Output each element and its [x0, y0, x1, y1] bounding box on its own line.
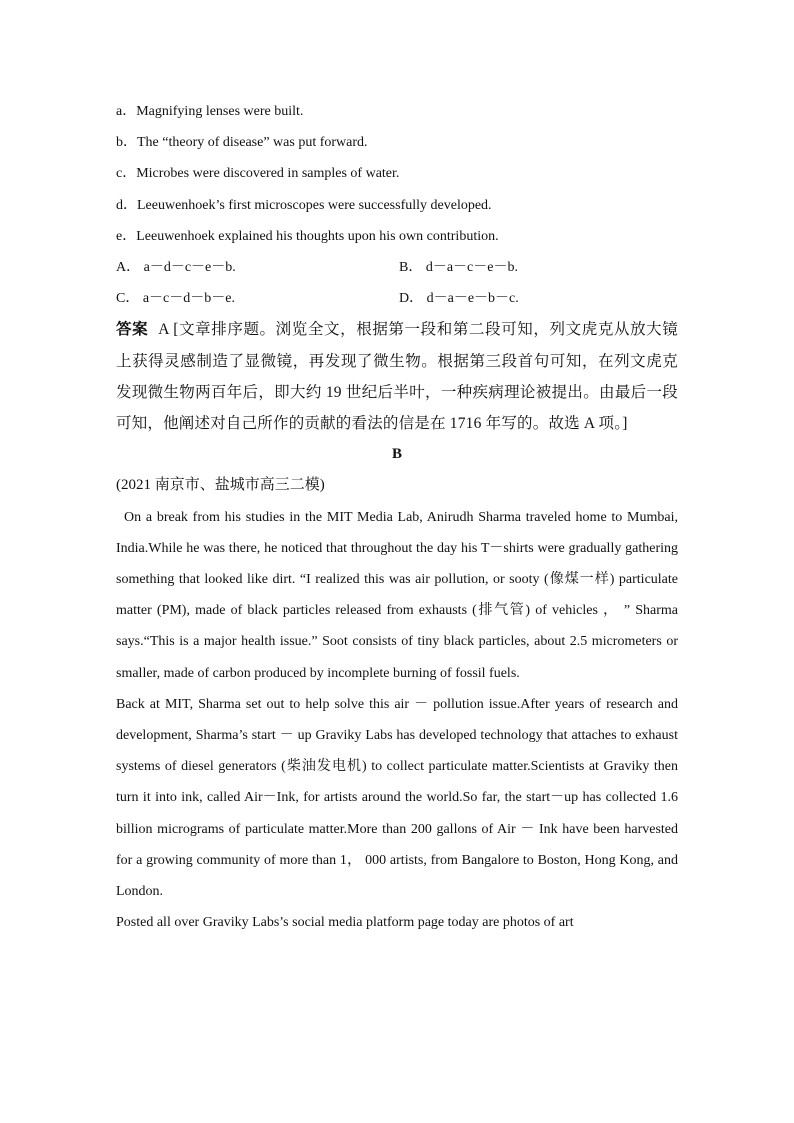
options-row-1 [116, 252, 678, 283]
option-c: C． a－c－d－b－e. [116, 291, 235, 307]
option-a: A． a－d－c－e－b. [116, 260, 236, 276]
ordering-item-b: b．The “theory of disease” was put forward. [116, 135, 368, 151]
document-page [116, 96, 678, 938]
ordering-item-d: d．Leeuwenhoek’s first microscopes were successfully developed. [116, 197, 492, 213]
option-d: D． d－a－e－b－c. [399, 291, 519, 307]
answer-explanation [116, 314, 678, 439]
ordering-item-a: a．Magnifying lenses were built. [116, 104, 304, 119]
answer-label: 答案 [116, 321, 149, 339]
ordering-item-c: c．Microbes were discovered in samples of water. [116, 166, 400, 182]
ordering-item-e: e．Leeuwenhoek explained his thoughts upon his own contribution. [116, 228, 499, 244]
answer-text: A [文章排序题。浏览全文，根据第一段和第二段可知，列文虎克从放大镜上获得灵感制造了显微镜，再发现了微生物。根据第三段首句可知，在列文虎克发现微生物两百年后，即大约 19 世纪后半叶，一种疾病理论被提出。由最后一段可知，他阐述对自己所作的贡献的看法的信是在 1716 年写的。故选 A 项。] [116, 321, 678, 432]
option-b: B． d－a－c－e－b. [399, 260, 518, 276]
section-source: (2021 南京市、盐城市高三二模) [116, 477, 325, 494]
passage-paragraph-3: Posted all over Graviky Labs’s social media platform page today are photos of art [116, 915, 574, 931]
passage-paragraph-1: On a break from his studies in the MIT Media Lab, Anirudh Sharma traveled home to Mumbai, India.While he was there, he noticed that throughout the day his T－shirts were gradually gathering something that looked like dirt. “I realized this was air pollution, or sooty (像煤一样) particulate matter (PM), made of black particles released from exhausts (排气管) of vehicles ， ” Sharma says.“This is a major health issue.” Soot consists of tiny black particles, about 2.5 micrometers or smaller, made of carbon produced by incomplete burning of fossil fuels. [116, 509, 678, 681]
section-heading: B [391, 446, 402, 463]
options-row-2 [116, 283, 678, 314]
passage-paragraph-2: Back at MIT, Sharma set out to help solve this air － pollution issue.After years of research and development, Sharma’s start － up Graviky Labs has developed technology that attaches to exhaust systems of diesel generators (柴油发电机) to collect particulate matter.Scientists at Graviky then turn it into ink, called Air－Ink, for artists around the world.So far, the start－up has collected 1.6 billion micrograms of particulate matter.More than 200 gallons of Air － Ink have been harvested for a growing community of more than 1， 000 artists, from Bangalore to Boston, Hong Kong, and London. [116, 696, 678, 900]
